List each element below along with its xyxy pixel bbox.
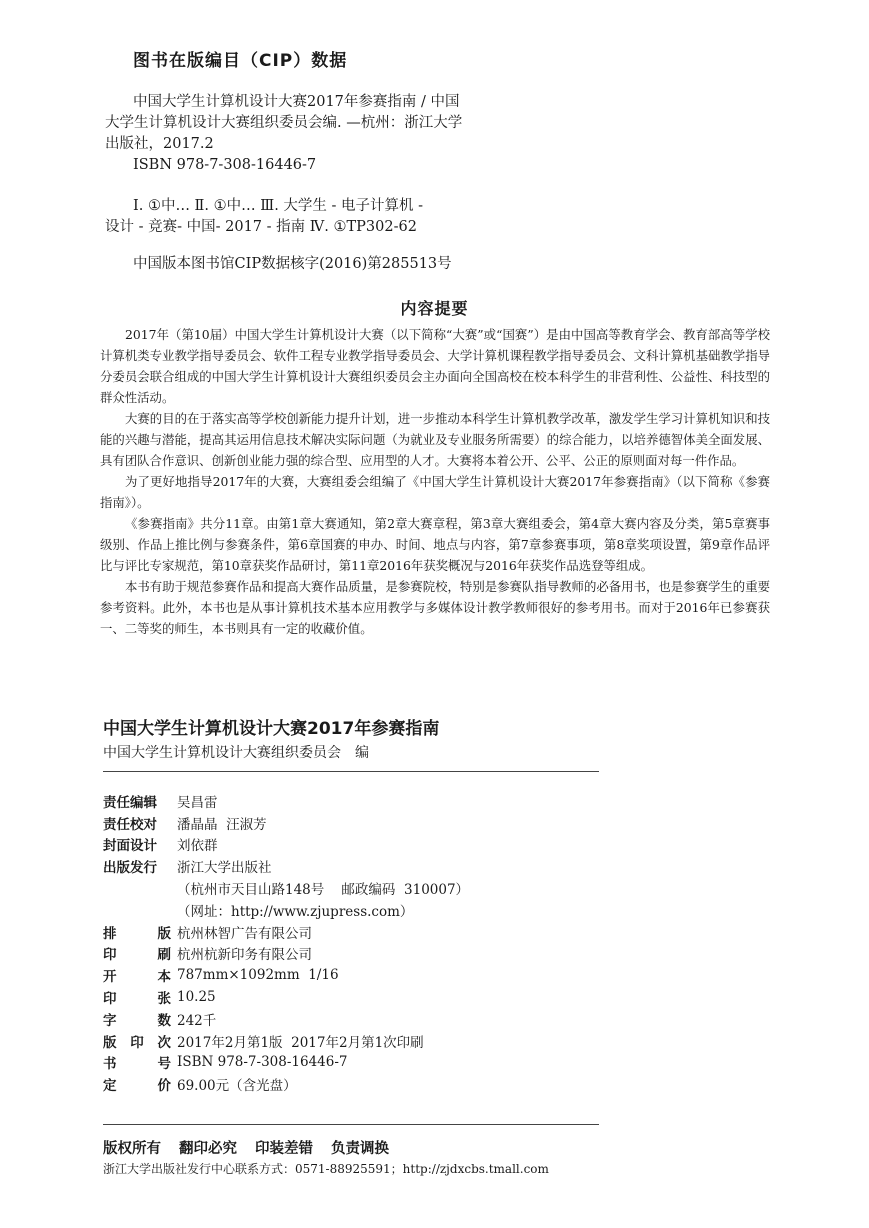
info-row (103, 986, 623, 1008)
info-label (103, 1031, 171, 1051)
summary-body (100, 324, 770, 639)
book-editor-suffix: 编 (355, 745, 369, 761)
info-value: 刘依群 (177, 838, 218, 855)
info-label-part: 号 (157, 1056, 171, 1073)
cip-title-block (105, 92, 515, 155)
summary-paragraph: 为了更好地指导2017年的大赛，大赛组委会组编了《中国大学生计算机设计大赛2017年参赛指南》（以下简称《参赛指南》）。 (100, 474, 770, 510)
info-row (103, 899, 623, 921)
book-editor-name: 中国大学生计算机设计大赛组织委员会 (103, 745, 341, 761)
info-value: 787mm×1092mm 1/16 (177, 967, 339, 984)
summary-paragraph: 2017年（第10届）中国大学生计算机设计大赛（以下简称“大赛”或“国赛”）是由中国高等教育学会、教育部高等学校计算机类专业教学指导委员会、软件工程专业教学指导委员会、大学计算机课程教学指导委员会、文科计算机基础教学指导分委员会联合组成的中国大学生计算机设计大赛组织委员会主办面向全国高校在校本科学生的非营利性、公益性、科技型的群众性活动。 (100, 327, 770, 405)
info-value: （网址：http://www.zjupress.com） (177, 903, 414, 920)
info-label-part: 价 (157, 1078, 171, 1095)
publication-info (103, 790, 623, 1095)
info-label-part: 封面设计 (103, 838, 157, 855)
rights-notice (103, 1137, 407, 1158)
cip-classification (105, 196, 515, 238)
book-editor (103, 742, 369, 762)
info-label-part: 版 (103, 1034, 117, 1051)
divider (103, 1124, 599, 1125)
info-label-part: 印 (103, 991, 117, 1008)
summary-paragraph: 大赛的目的在于落实高等学校创新能力提升计划，进一步推动本科学生计算机教学改革，激发学生学习计算机知识和技能的兴趣与潜能，提高其运用信息技术解决实际问题（为就业及专业服务所需要）的综合能力，以培养德智体美全面发展、具有团队合作意识、创新创业能力强的综合型、应用型的人才。大赛将本着公开、公平、公正的原则面对每一件作品。 (100, 411, 770, 468)
info-value: 2017年2月第1版 2017年2月第1次印刷 (177, 1034, 424, 1051)
info-value: 潘晶晶 汪淑芳 (177, 816, 267, 833)
cip-title-line: 大学生计算机设计大赛组织委员会编. —杭州：浙江大学 (105, 115, 463, 131)
info-label-part: 次 (157, 1034, 171, 1051)
rights-item: 版权所有 (103, 1141, 161, 1157)
info-value: 吴昌雷 (177, 794, 218, 811)
summary-paragraph: 本书有助于规范参赛作品和提高大赛作品质量，是参赛院校，特别是参赛队指导教师的必备用书，也是参赛学生的重要参考资料。此外，本书也是从事计算机技术基本应用教学与多媒体设计教学教师很好的参考用书。而对于2016年已参赛获一、二等奖的师生，本书则具有一定的收藏价值。 (100, 579, 770, 636)
info-label (103, 813, 171, 833)
info-row (103, 1073, 623, 1095)
info-label (103, 856, 171, 876)
info-label-part: 张 (157, 991, 171, 1008)
info-label-part: 定 (103, 1078, 117, 1095)
info-row (103, 1030, 623, 1052)
cip-class-line: 设计 - 竞赛- 中国- 2017 - 指南 Ⅳ. ①TP302-62 (105, 219, 417, 235)
info-row (103, 834, 623, 856)
info-label (103, 965, 171, 985)
cip-title-line: 出版社，2017.2 (105, 136, 214, 152)
info-row (103, 877, 623, 899)
info-label-part: 印 (130, 1034, 144, 1051)
info-row (103, 964, 623, 986)
info-label-part: 本 (157, 969, 171, 986)
info-label-part: 开 (103, 969, 117, 986)
info-value: 浙江大学出版社 (177, 860, 272, 877)
rights-item: 印装差错 (255, 1141, 313, 1157)
info-label-part: 责任校对 (103, 816, 157, 833)
info-label (103, 1052, 171, 1072)
summary-heading: 内容提要 (400, 299, 469, 318)
info-label (103, 834, 171, 854)
info-row (103, 790, 623, 812)
info-value: 杭州林智广告有限公司 (177, 925, 312, 942)
summary-paragraph: 《参赛指南》共分11章。由第1章大赛通知，第2章大赛章程，第3章大赛组委会，第4章大赛内容及分类，第5章赛事级别、作品上推比例与参赛条件，第6章国赛的申办、时间、地点与内容，第7章参赛事项，第8章奖项设置，第9章作品评比与评比专家规范，第10章获奖作品研讨，第11章2016年获奖概况与2016年获奖作品选登等组成。 (100, 516, 770, 573)
cip-title-line: 中国大学生计算机设计大赛2017年参赛指南 / 中国 (133, 94, 460, 110)
info-label (103, 1074, 171, 1094)
info-row (103, 1008, 623, 1030)
book-title: 中国大学生计算机设计大赛2017年参赛指南 (103, 719, 440, 739)
info-label (103, 1009, 171, 1029)
rights-item: 负责调换 (331, 1141, 389, 1157)
info-label-part: 版 (157, 925, 171, 942)
info-label-part: 书 (103, 1056, 117, 1073)
info-label-part: 出版发行 (103, 860, 157, 877)
info-row (103, 812, 623, 834)
rights-item: 翻印必究 (179, 1141, 237, 1157)
info-row (103, 943, 623, 965)
info-label-part: 字 (103, 1012, 117, 1029)
info-value: 杭州杭新印务有限公司 (177, 947, 312, 964)
info-label (103, 791, 171, 811)
info-label-part: 责任编辑 (103, 794, 157, 811)
info-value: 10.25 (177, 989, 216, 1006)
cip-isbn: ISBN 978-7-308-16446-7 (133, 157, 317, 173)
divider (103, 771, 599, 772)
info-label (103, 922, 171, 942)
info-label-part: 排 (103, 925, 117, 942)
info-value: （杭州市天目山路148号 邮政编码 310007） (177, 882, 470, 899)
info-row (103, 855, 623, 877)
info-value: 69.00元（含光盘） (177, 1078, 297, 1095)
info-row (103, 921, 623, 943)
cip-class-line: Ⅰ. ①中… Ⅱ. ①中… Ⅲ. 大学生 - 电子计算机 - (133, 198, 424, 214)
info-label (103, 943, 171, 963)
info-value: ISBN 978-7-308-16446-7 (177, 1054, 348, 1071)
distribution-contact: 浙江大学出版社发行中心联系方式：0571-88925591；http://zjdxcbs.tmall.com (103, 1162, 549, 1176)
info-label-part: 印 (103, 947, 117, 964)
info-label-part: 数 (157, 1012, 171, 1029)
cip-record-number: 中国版本图书馆CIP数据核字(2016)第285513号 (133, 256, 452, 272)
info-row (103, 1052, 623, 1074)
info-label-part: 刷 (157, 947, 171, 964)
info-value: 242千 (177, 1012, 217, 1029)
info-label (103, 987, 171, 1007)
cip-heading: 图书在版编目（CIP）数据 (133, 51, 348, 71)
